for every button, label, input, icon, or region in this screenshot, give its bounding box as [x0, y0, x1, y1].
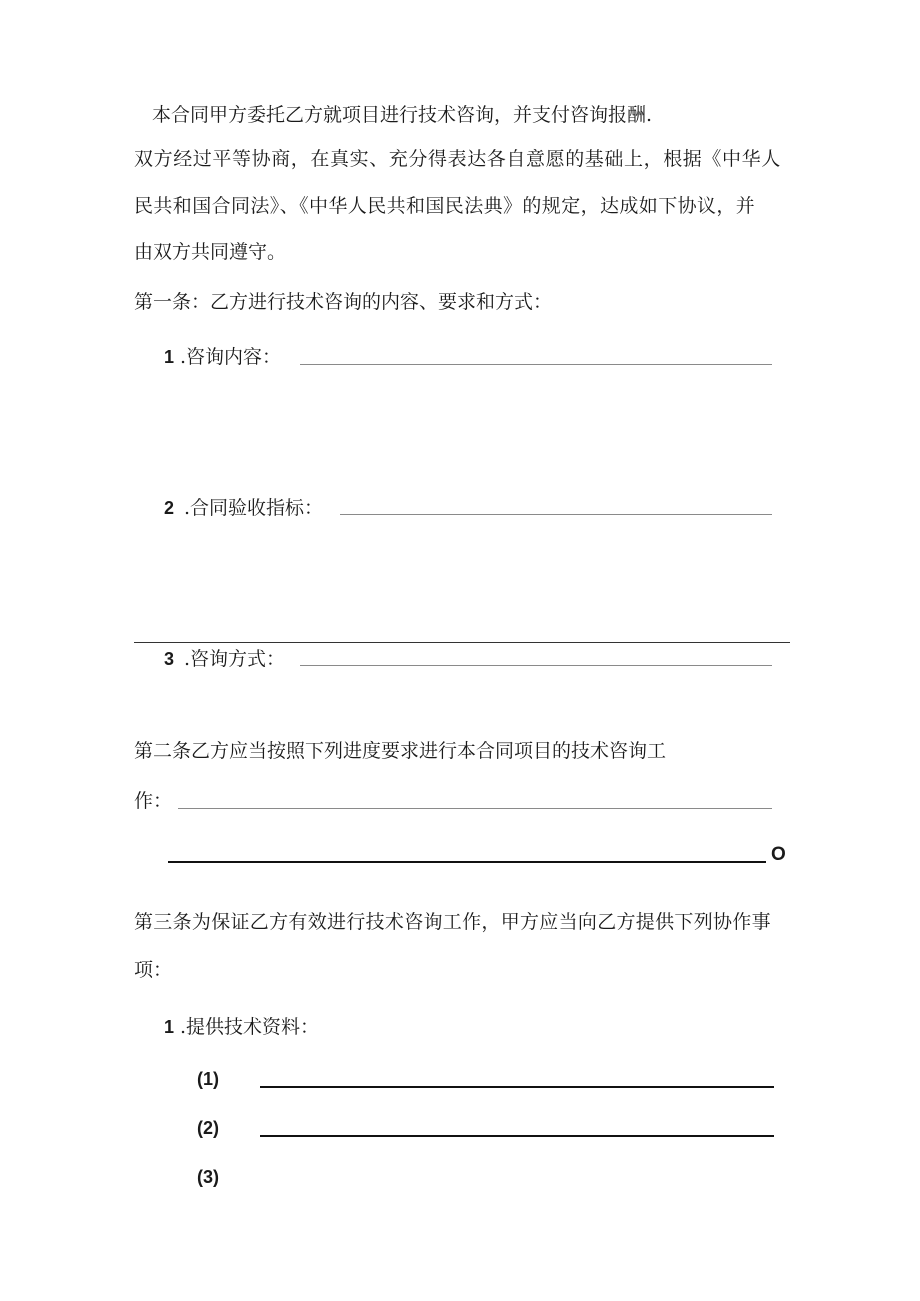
- article-1-title: 第一条：乙方进行技术咨询的内容、要求和方式：: [134, 291, 553, 313]
- end-mark: O: [771, 844, 786, 865]
- divider-line: [134, 642, 790, 643]
- item-label: .咨询内容：: [180, 346, 282, 368]
- item-number: 3: [164, 649, 175, 669]
- article-1-item-3: [164, 650, 285, 669]
- fill-in-line-schedule-2[interactable]: [168, 861, 766, 863]
- article-1-item-2: [164, 499, 323, 518]
- item-label: .咨询方式：: [184, 648, 286, 670]
- fill-in-line-method[interactable]: [300, 665, 772, 666]
- fill-in-line-subitem-1[interactable]: [260, 1086, 774, 1088]
- fill-in-line-subitem-2[interactable]: [260, 1135, 774, 1137]
- intro-line-2: 双方经过平等协商，在真实、充分得表达各自意愿的基础上，根据《中华人: [134, 148, 781, 170]
- article-2-line-2: 作：: [134, 790, 173, 812]
- subitem-3: (3): [197, 1167, 219, 1187]
- fill-in-line-schedule[interactable]: [178, 808, 772, 809]
- fill-in-line-content[interactable]: [300, 364, 772, 365]
- intro-line-4: 由双方共同遵守。: [134, 241, 287, 263]
- item-number: 1: [164, 347, 175, 367]
- intro-line-1: 本合同甲方委托乙方就项目进行技术咨询，并支付咨询报酬.: [152, 104, 653, 126]
- article-3-line-2: 项：: [134, 959, 173, 981]
- subitem-2: (2): [197, 1118, 219, 1138]
- fill-in-line-acceptance[interactable]: [340, 514, 772, 515]
- item-label: .合同验收指标：: [184, 497, 324, 519]
- article-3-item-1: [164, 1018, 319, 1037]
- intro-line-3: 民共和国合同法》、《中华人民共和国民法典》的规定，达成如下协议，并: [134, 195, 756, 217]
- item-label: .提供技术资料：: [180, 1016, 320, 1038]
- article-3-line-1: 第三条为保证乙方有效进行技术咨询工作，甲方应当向乙方提供下列协作事: [134, 911, 771, 933]
- subitem-1: (1): [197, 1069, 219, 1089]
- article-2-line-1: 第二条乙方应当按照下列进度要求进行本合同项目的技术咨询工: [134, 740, 667, 762]
- article-1-item-1: [164, 348, 281, 367]
- item-number: 2: [164, 498, 175, 518]
- item-number: 1: [164, 1017, 175, 1037]
